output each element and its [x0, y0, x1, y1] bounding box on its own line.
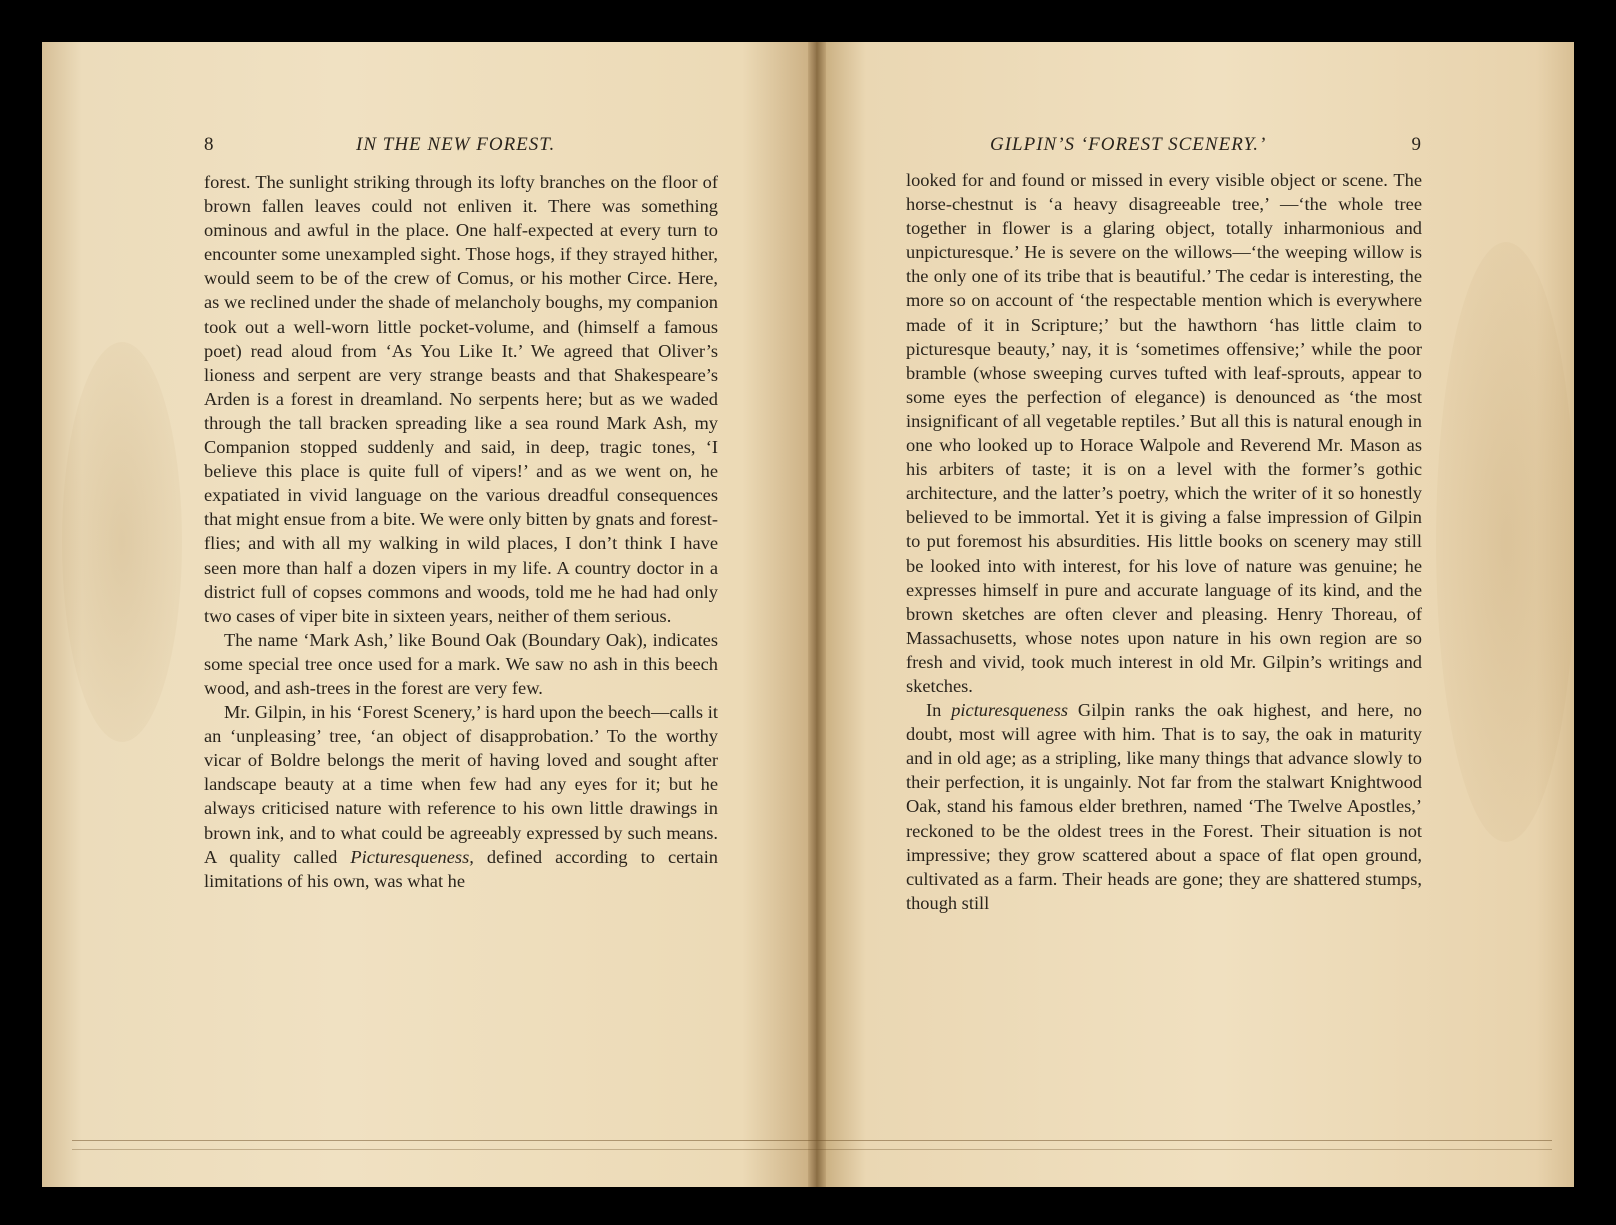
paragraph: looked for and found or missed in every visible object or scene. The horse-chestnut is ‘a heavy disagreeable tree,’ —‘the whole tree together in flower is a glaring object, totally inharmonious and unpicturesque.’ He is severe on the willows—‘the weeping willow is the only one of its tribe that is beautiful.’ The cedar is interesting, the more so on account of ‘the respectable mention which is everywhere made of it in Scripture;’ but the hawthorn ‘has little claim to picturesque beauty,’ nay, it is ‘sometimes offensive;’ while the poor bramble (whose sweeping curves tufted with leaf-sprouts, appear to some eyes the perfection of elegance) is denounced as ‘the most insignificant of all vegetable reptiles.’ But all this is natural enough in one who looked up to Horace Walpole and Reverend Mr. Mason as his arbiters of taste; it is on a level with the former’s gothic architecture, and the latter’s poetry, which the writer of it so honestly believed to be immortal. Yet it is giving a false impression of Gilpin to put foremost his absurdities. His little books on scenery may still be looked into with interest, for his love of nature was genuine; he expresses himself in pure and accurate language of its kind, and the brown sketches are often clever and pleasing. Henry Thoreau, of Massachusetts, whose notes upon nature in his own region are so fresh and vivid, took much interest in old Mr. Gilpin’s writings and sketches. — [906, 170, 1422, 696]
book-gutter — [808, 42, 826, 1187]
page-number: 9 — [1411, 134, 1422, 155]
open-book — [42, 42, 1574, 1187]
left-page — [42, 42, 816, 1187]
right-page-header — [990, 134, 1422, 156]
paragraph-text: Gilpin ranks the oak highest, and here, no doubt, most will agree with him. That is to say, the oak in maturity and in old age; as a stripling, like many things that advance slowly to their perfection, it is ungainly. Not far from the stalwart Knightwood Oak, stand his famous elder brethren, named ‘The Twelve Apostles,’ reckoned to be the oldest trees in the Forest. Their situation is not impressive; they grow scattered about a space of flat open ground, cultivated as a farm. Their heads are gone; they are shattered stumps, though still — [906, 700, 1423, 913]
paragraph: The name ‘Mark Ash,’ like Bound Oak (Boundary Oak), indicates some special tree once used for a mark. We saw no ash in this beech wood, and ash-trees in the forest are very few. — [204, 629, 718, 698]
running-title: IN THE NEW FOREST. — [356, 134, 556, 155]
paragraph — [204, 700, 718, 893]
paragraph-text: defined according to certain limitations of his own, was what he — [204, 846, 718, 891]
paper-stain — [62, 342, 182, 742]
paragraph-text: Mr. Gilpin, in his ‘Forest Scenery,’ is hard upon the beech—calls it an ‘unpleasing’ tree, ‘an object of disapprobation.’ To the worthy vicar of Boldre belongs the merit of having loved and sought after landscape beauty at a time when few had any eyes for it; but he always criticised nature with reference to his own little drawings in brown ink, and to what could be agreeably expressed by such means. A quality called — [204, 702, 718, 867]
paragraph: forest. The sunlight striking through its lofty branches on the floor of brown fallen leaves could not enliven it. There was something ominous and awful in the place. One half-expected at every turn to encounter some unexampled sight. Those hogs, if they strayed hither, would seem to be of the crew of Comus, or his mother Circe. Here, as we reclined under the shade of melancholy boughs, my companion took out a well-worn little pocket-volume, and (himself a famous poet) read aloud from ‘As You Like It.’ We agreed that Oliver’s lioness and serpent are very strange beasts and that Shakespeare’s Arden is a forest in dreamland. No serpents here; but as we waded through the tall bracken spreading like a sea round Mark Ash, my Companion stopped suddenly and said, in deep, tragic tones, ‘I believe this place is quite full of vipers!’ and as we went on, he expatiated in vivid language on the various dreadful consequences that might ensue from a bite. We were only bitten by gnats and forest-flies; and with all my walking in wild places, I don’t think I have seen more than half a dozen vipers in my life. A country doctor in a district full of copses commons and woods, told me he had had only two cases of viper bite in sixteen years, neither of them serious. — [204, 172, 719, 626]
left-page-header — [204, 134, 720, 156]
paragraph-text: In — [926, 700, 952, 721]
page-edges — [72, 1140, 1552, 1150]
page-number: 8 — [204, 134, 215, 155]
right-page-text — [906, 168, 1422, 915]
running-title: GILPIN’S ‘FOREST SCENERY.’ — [990, 134, 1267, 155]
italic-term: Picturesqueness, — [350, 846, 474, 867]
italic-term: picturesqueness — [951, 700, 1069, 721]
paragraph — [906, 698, 1422, 915]
left-page-text — [204, 170, 718, 893]
right-page — [816, 42, 1574, 1187]
paper-stain — [1436, 242, 1574, 842]
